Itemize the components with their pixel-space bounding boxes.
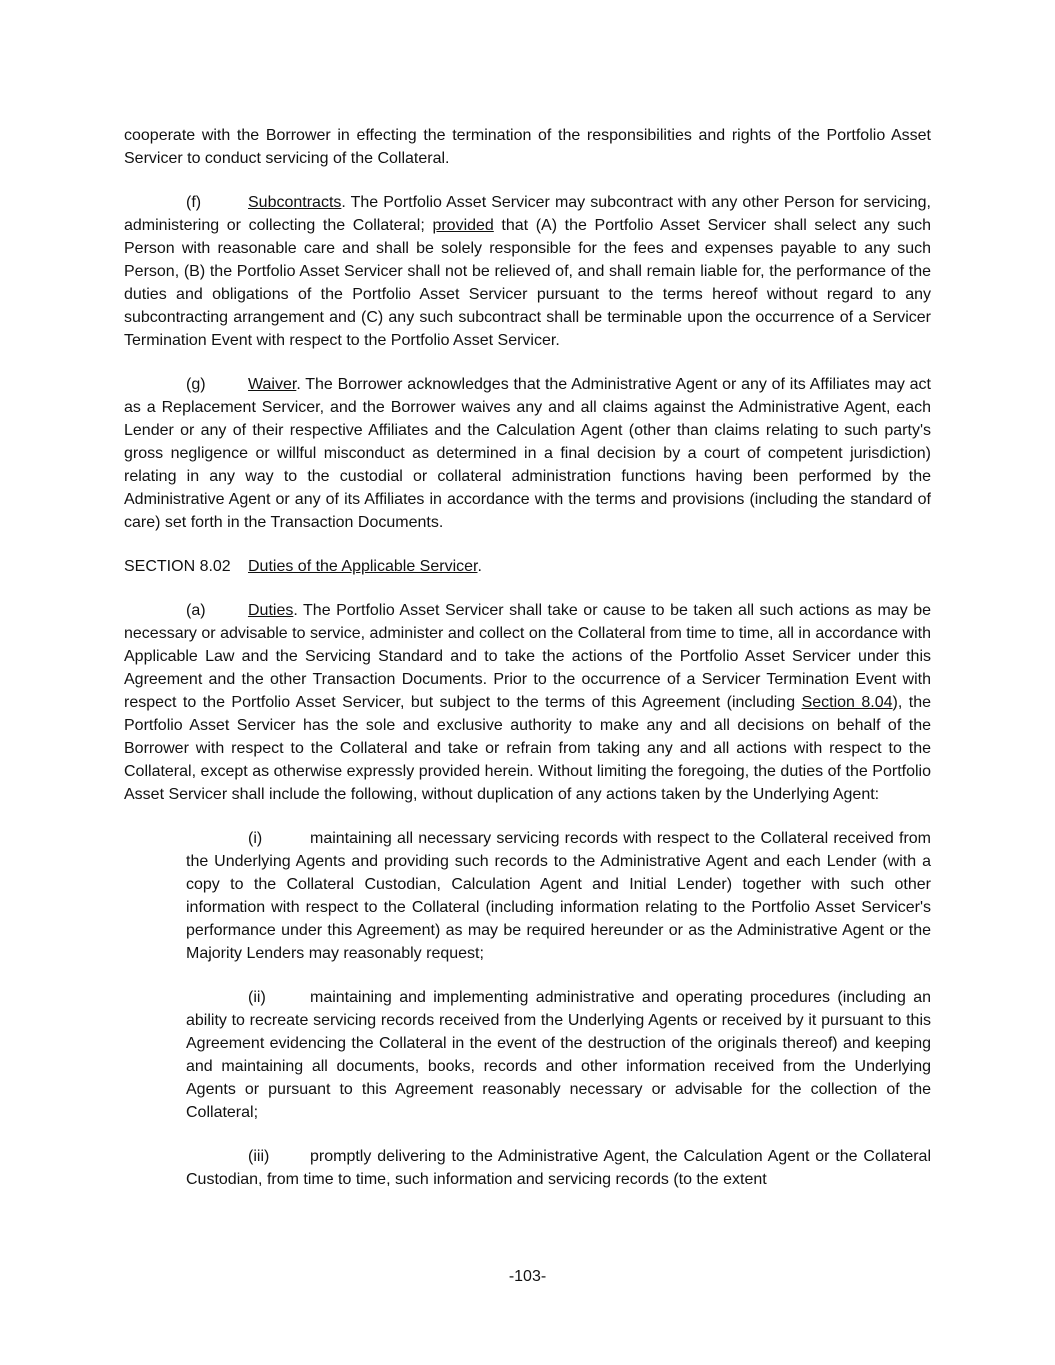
- subparagraph-text: promptly delivering to the Administrative Agent, the Calculation Agent or the Collateral Custodian, from time to time, such information and servicing records (to the extent: [186, 1148, 931, 1188]
- paragraph-text: that (A) the Portfolio Asset Servicer shall select any such Person with reasonable care and shall be solely responsible for the fees and expenses payable to any such Person, (B) the Portfolio Asset Servicer shall not be relieved of, and shall remain liable for, the performance of the duties and obligations of the Portfolio Asset Servicer pursuant to the terms hereof without regard to any subcontracting arrangement and (C) any such subcontract shall be terminable upon the occurrence of a Servicer Termination Event with respect to the Portfolio Asset Servicer.: [124, 217, 932, 349]
- page-body: [124, 124, 931, 1212]
- section-title-period: .: [477, 558, 482, 575]
- paragraph-text: . The Portfolio Asset Servicer shall take or cause to be taken all such actions as may be necessary or advisable to service, administer and collect on the Collateral from time to time, all in accordance with Applicable Law and the Servicing Standard and to take the actions of the Portfolio Asset Servicer under this Agreement and the other Transaction Documents. Prior to the occurrence of a Servicer Termination Event with respect to the Portfolio Asset Servicer, but subject to the terms of this Agreement (including: [124, 602, 931, 711]
- paragraph-continuation: [124, 124, 931, 170]
- paragraph-text: cooperate with the Borrower in effecting the termination of the responsibilities and rights of the Portfolio Asset Servicer to conduct servicing of the Collateral.: [124, 127, 931, 167]
- subparagraph-marker: (i): [248, 830, 263, 847]
- subparagraph-iii: [186, 1145, 931, 1191]
- paragraph-text: . The Borrower acknowledges that the Administrative Agent or any of its Affiliates may act as a Replacement Servicer, and the Borrower waives any and all claims against the Administrative Agent, each Lender or any of their respective Affiliates and the Calculation Agent (other than claims relating to such party's gross negligence or willful misconduct as determined in a final decision by a court of competent jurisdiction) relating in any way to the custodial or collateral administration functions having been performed by the Administrative Agent or any of its Affiliates in accordance with the terms and provisions (including the standard of care) set forth in the Transaction Documents.: [124, 376, 931, 531]
- provided-term: provided: [432, 217, 494, 234]
- paragraph-heading: Subcontracts: [248, 194, 342, 211]
- subparagraph-text: maintaining all necessary servicing records with respect to the Collateral received from the Underlying Agents and providing such records to the Administrative Agent and each Lender (with a copy to the Collateral Custodian, Calculation Agent and Initial Lender) together with such other information with respect to the Collateral (including information relating to the Portfolio Asset Servicer's performance under this Agreement) as may be required hereunder or as the Administrative Agent or the Majority Lenders may reasonably request;: [186, 830, 931, 962]
- subparagraph-i: [186, 827, 931, 965]
- paragraph-heading: Duties: [248, 602, 294, 619]
- paragraph-a-duties: [124, 599, 931, 806]
- subparagraph-text: maintaining and implementing administrative and operating procedures (including an ability to recreate servicing records received from the Underlying Agents or received by it pursuant to this Agreement evidencing the Collateral in the event of the destruction of the originals thereof) and keeping and maintaining all documents, books, records and other information received from the Underlying Agents or pursuant to this Agreement reasonably necessary or advisable for the collection of the Collateral;: [186, 989, 931, 1121]
- section-title: Duties of the Applicable Servicer: [248, 558, 478, 575]
- section-heading: [124, 555, 931, 578]
- page-number: -103-: [508, 1268, 547, 1285]
- paragraph-marker: (f): [186, 194, 202, 211]
- paragraph-marker: (a): [186, 602, 206, 619]
- subparagraph-ii: [186, 986, 931, 1124]
- section-reference: Section 8.04: [801, 694, 893, 711]
- paragraph-heading: Waiver: [248, 376, 297, 393]
- paragraph-marker: (g): [186, 376, 206, 393]
- section-number: SECTION 8.02: [124, 558, 231, 575]
- paragraph-text: ), the Portfolio Asset Servicer has the sole and exclusive authority to make any and all decisions on behalf of the Borrower with respect to the Collateral and take or refrain from taking any and all actions with respect to the Collateral, except as otherwise expressly provided herein. Without limiting the foregoing, the duties of the Portfolio Asset Servicer shall include the following, without duplication of any actions taken by the Underlying Agent:: [124, 694, 932, 803]
- paragraph-f-subcontracts: [124, 191, 931, 352]
- paragraph-g-waiver: [124, 373, 931, 534]
- subparagraph-marker: (ii): [248, 989, 266, 1006]
- subparagraph-marker: (iii): [248, 1148, 270, 1165]
- paragraph-text: . The Portfolio Asset Servicer may subcontract with any other Person for servicing, administering or collecting the Collateral;: [124, 194, 931, 234]
